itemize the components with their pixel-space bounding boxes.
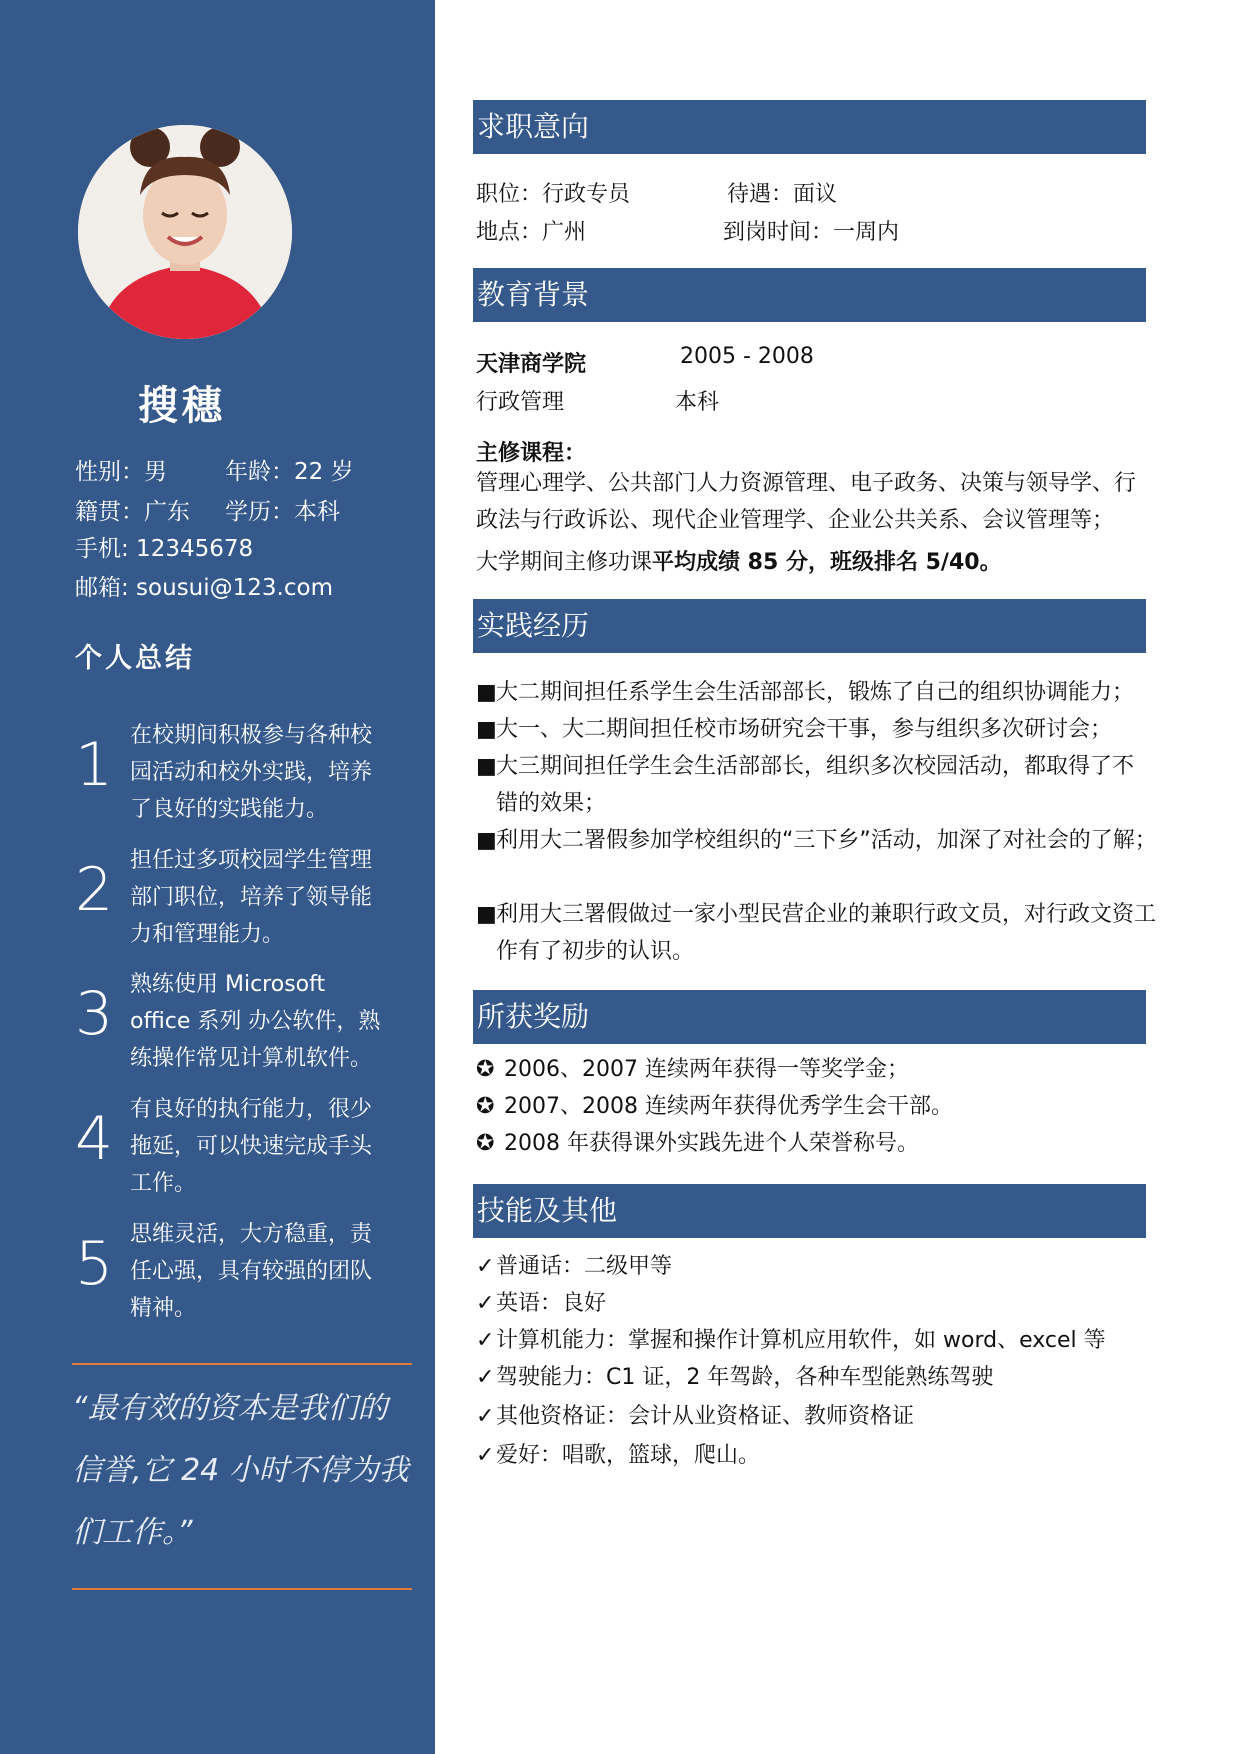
- award-item: ✪ 2006、2007 连续两年获得一等奖学金；: [476, 1051, 1176, 1088]
- check-icon: ✓: [476, 1404, 495, 1429]
- skill-item: ✓ 英语：良好: [476, 1285, 1176, 1322]
- intent-position: 职位：行政专员: [476, 182, 631, 207]
- gpa-line: [476, 545, 1002, 576]
- gender: 性别：男: [75, 459, 167, 485]
- section-header-skills: 技能及其他: [473, 1184, 1146, 1238]
- profile-photo: [78, 125, 292, 339]
- check-icon: ✓: [476, 1291, 495, 1316]
- square-bullet-icon: ■: [476, 754, 497, 779]
- square-bullet-icon: ■: [476, 902, 497, 927]
- star-bullet-icon: ✪: [476, 1131, 495, 1156]
- check-icon: ✓: [476, 1443, 495, 1468]
- avatar: [78, 125, 292, 339]
- practice-item: ■ 大一、大二期间担任校市场研究会干事，参与组织多次研讨会；: [476, 711, 1176, 748]
- summary-text: 有良好的执行能力，很少拖延，可以快速完成手头工作。: [130, 1097, 373, 1196]
- candidate-name: 搜穗: [138, 383, 226, 429]
- practice-item: ■ 大三期间担任学生会生活部部长，组织多次校园活动，都取得了不错的效果；: [476, 748, 1136, 822]
- age: 年龄：22 岁: [225, 459, 354, 485]
- check-icon: ✓: [476, 1328, 495, 1353]
- square-bullet-icon: ■: [476, 717, 497, 742]
- email: 邮箱: sousui@123.com: [75, 575, 333, 601]
- skill-item: ✓ 计算机能力：掌握和操作计算机应用软件，如 word、excel 等: [476, 1322, 1176, 1359]
- summary-text: 担任过多项校园学生管理部门职位，培养了领导能力和管理能力。: [130, 848, 373, 947]
- summary-number: 4: [75, 1104, 114, 1174]
- phone: 手机: 12345678: [75, 536, 254, 562]
- practice-item: ■ 利用大三署假做过一家小型民营企业的兼职行政文员，对行政文资工作有了初步的认识。: [476, 896, 1156, 970]
- check-icon: ✓: [476, 1365, 495, 1390]
- summary-title: 个人总结: [75, 643, 195, 674]
- degree: 本科: [675, 390, 720, 415]
- sidebar: [0, 0, 435, 1754]
- intent-location: 地点：广州: [476, 220, 587, 245]
- summary-text: 熟练使用 Microsoft office 系列 办公软件，熟练操作常见计算机软件。: [130, 972, 381, 1071]
- practice-item: ■ 利用大二署假参加学校组织的“三下乡”活动，加深了对社会的了解；: [476, 822, 1176, 859]
- quote-divider-bottom: [72, 1588, 412, 1590]
- education-level: 学历：本科: [225, 499, 340, 525]
- gpa-prefix: 大学期间主修功课: [476, 550, 653, 575]
- intent-salary: 待遇：面议: [727, 182, 838, 207]
- major: 行政管理: [476, 390, 565, 415]
- award-item: ✪ 2007、2008 连续两年获得优秀学生会干部。: [476, 1088, 1176, 1125]
- section-header-education: 教育背景: [473, 268, 1146, 322]
- summary-text: 在校期间积极参与各种校园活动和校外实践，培养了良好的实践能力。: [130, 723, 373, 822]
- hometown: 籍贯：广东: [75, 499, 190, 525]
- square-bullet-icon: ■: [476, 680, 497, 705]
- section-header-practice: 实践经历: [473, 599, 1146, 653]
- info-row-gender-age: [75, 453, 354, 486]
- info-row-hometown-education: [75, 493, 340, 526]
- skill-item: ✓ 驾驶能力：C1 证，2 年驾龄，各种车型能熟练驾驶: [476, 1359, 1176, 1396]
- star-bullet-icon: ✪: [476, 1094, 495, 1119]
- skill-item: ✓ 普通话：二级甲等: [476, 1248, 1176, 1285]
- summary-text: 思维灵活，大方稳重，责任心强，具有较强的团队精神。: [130, 1222, 373, 1321]
- square-bullet-icon: ■: [476, 828, 497, 853]
- check-icon: ✓: [476, 1254, 495, 1279]
- summary-number: 3: [75, 979, 114, 1049]
- courses-text: 管理心理学、公共部门人力资源管理、电子政务、决策与领导学、行政法与行政诉讼、现代企业管理学、企业公共关系、会议管理等；: [476, 471, 1137, 533]
- skill-item: ✓ 爱好：唱歌，篮球，爬山。: [476, 1437, 1176, 1474]
- section-header-intent: 求职意向: [473, 100, 1146, 154]
- star-bullet-icon: ✪: [476, 1057, 495, 1082]
- skill-item: ✓ 其他资格证：会计从业资格证、教师资格证: [476, 1398, 1176, 1435]
- quote: “最有效的资本是我们的信誉,它 24 小时不停为我们工作。”: [72, 1391, 409, 1550]
- practice-item: ■ 大二期间担任系学生会生活部部长，锻炼了自己的组织协调能力；: [476, 674, 1176, 711]
- summary-number: 2: [75, 855, 114, 925]
- award-item: ✪ 2008 年获得课外实践先进个人荣誉称号。: [476, 1125, 1176, 1162]
- courses-label: 主修课程：: [476, 441, 587, 466]
- school-name: 天津商学院: [476, 352, 587, 377]
- quote-divider-top: [72, 1363, 412, 1365]
- education-years: 2005 - 2008: [680, 344, 814, 369]
- section-header-awards: 所获奖励: [473, 990, 1146, 1044]
- intent-start: 到岗时间：一周内: [723, 220, 900, 245]
- gpa-score: 平均成绩 85 分，班级排名 5/40。: [652, 550, 1002, 575]
- summary-number: 1: [75, 730, 114, 800]
- summary-number: 5: [75, 1229, 114, 1299]
